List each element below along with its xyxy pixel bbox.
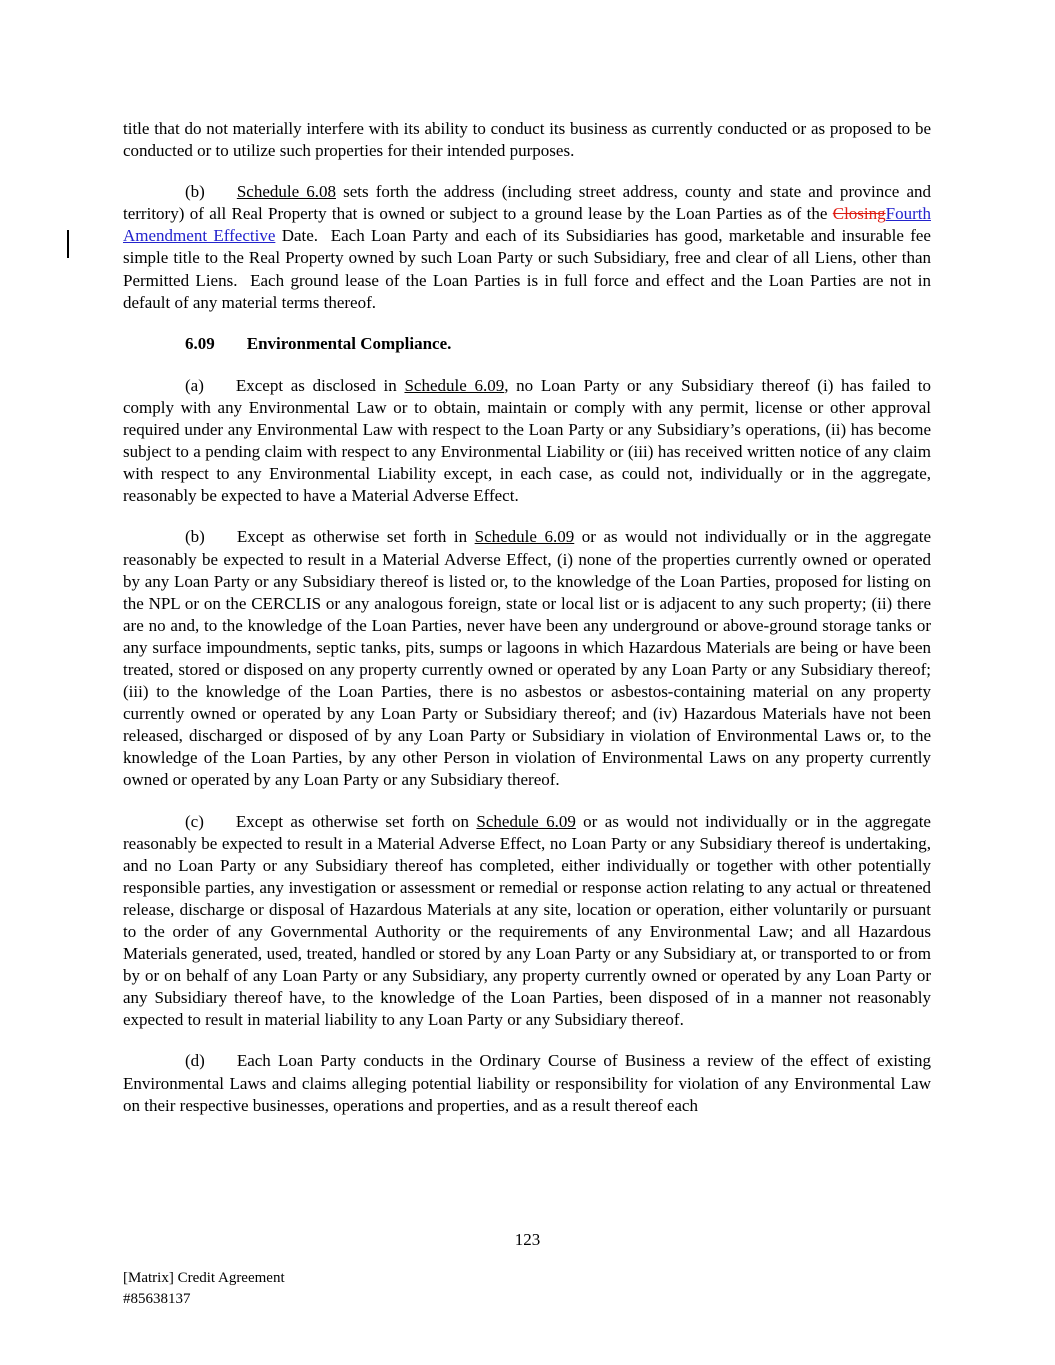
text-run: (b) xyxy=(185,527,205,547)
text-run: (b) xyxy=(185,182,205,202)
text-run: (d) xyxy=(185,1051,205,1071)
text-run: (c) xyxy=(185,811,204,831)
text-run: Except as otherwise set forth on xyxy=(235,811,477,831)
text-run: sets forth the address (including street address, county and state and province and territory) of all Real Property that is owned or subject to a ground lease by the Loan Parties as of the xyxy=(123,182,931,224)
para-continuation-6-08-a xyxy=(123,118,931,162)
para-6-09-a xyxy=(123,375,931,508)
text-run: title that do not materially interfere with its ability to conduct its business as currently conducted or as proposed to be conducted or to utilize such properties for their intended purposes. xyxy=(123,119,931,161)
deleted-text: Closing xyxy=(832,204,886,224)
text-run: , no Loan Party or any Subsidiary thereof (i) has failed to comply with any Environmental Law or to obtain, maintain or comply with any permit, license or other approval required under any Environmental Law with respect to the Loan Party or any Subsidiary’s operations, (ii) has become subject to a pending claim with respect to any Environmental Liability or (iii) has received written notice of any claim with respect to any Environmental Liability except, in each case, as could not, individually or in the aggregate, reasonably be expected to have a Material Adverse Effect. xyxy=(123,375,931,506)
revision-change-bar xyxy=(67,230,69,258)
page-number: 123 xyxy=(514,1230,541,1249)
schedule-reference: Schedule 6.09 xyxy=(474,527,575,547)
text-run: Except as disclosed in xyxy=(235,375,405,395)
text-run: (a) xyxy=(185,375,204,395)
text-run: or as would not individually or in the aggregate reasonably be expected to result in a Material Adverse Effect, (i) none of the properties currently owned or operated by any Loan Party or any Subsidiary thereof is listed or, to the knowledge of the Loan Parties, proposed for listing on the NPL or on the CERCLIS or any analogous foreign, state or local list or is adjacent to any such property; (ii) there are no and, to the knowledge of the Loan Parties, never have been any underground or above-ground storage tanks or any surface impoundments, septic tanks, pits, sumps or lagoons in which Hazardous Materials are being or have been treated, stored or disposed on any property currently owned or operated by any Loan Party or any Subsidiary thereof; (iii) to the knowledge of the Loan Parties, there is no asbestos or asbestos-containing material on any property currently owned or operated by any Loan Party or Subsidiary thereof; and (iv) Hazardous Materials have not been released, discharged or disposed of by any Loan Party or Subsidiary in violation of Environmental Laws or, to the knowledge of the Loan Parties, by any other Person in violation of Environmental Laws on any property currently owned or operated by any Loan Party or any Subsidiary thereof. xyxy=(123,527,931,790)
para-6-09-d xyxy=(123,1050,931,1116)
para-6-09-c xyxy=(123,811,931,1032)
para-6-09-b xyxy=(123,526,931,791)
footer-document-id: #85638137 xyxy=(123,1291,191,1307)
schedule-reference: Schedule 6.09 xyxy=(404,375,505,395)
para-6-08-b xyxy=(123,181,931,314)
text-run: Date. Each Loan Party and each of its Subsidiaries has good, marketable and insurable fee simple title to the Real Property owned by such Loan Party or such Subsidiary, free and clear of all Liens, other than Permitted Liens. Each ground lease of the Loan Parties is in full force and effect and the Loan Parties are not in default of any material terms thereof. xyxy=(123,226,931,312)
document-footer xyxy=(123,1268,285,1310)
text-run: Each Loan Party conducts in the Ordinary Course of Business a review of the effect of existing Environmental Laws and claims alleging potential liability or responsibility for violation of any Environmental Law on their respective businesses, operations and properties, and as a result thereof each xyxy=(123,1051,931,1115)
heading-6-09 xyxy=(123,333,931,355)
inserted-text: Fourth Amendment Effective xyxy=(123,204,931,246)
text-run: or as would not individually or in the aggregate reasonably be expected to result in a Material Adverse Effect, no Loan Party or any Subsidiary thereof is undertaking, and no Loan Party or any Subsidiary thereof has completed, either individually or together with other potentially responsible parties, any investigation or assessment or remedial or response action relating to any actual or threatened release, discharge or disposal of Hazardous Materials at any site, location or operation, either voluntarily or pursuant to the order of any Governmental Authority or the requirements of any Environmental Law; and all Hazardous Materials generated, used, treated, handled or stored by any Loan Party or any Subsidiary at, or transported to or from by or on behalf of any Loan Party or any Subsidiary, any property currently owned or operated by any Loan Party or any Subsidiary thereof have, to the knowledge of the Loan Parties, been disposed of in a manner not reasonably expected to result in material liability to any Loan Party or any Subsidiary thereof. xyxy=(123,811,931,1030)
schedule-reference: Schedule 6.09 xyxy=(476,811,576,831)
text-run: 6.09 xyxy=(185,333,215,353)
footer-document-title: [Matrix] Credit Agreement xyxy=(123,1270,285,1286)
text-run: Except as otherwise set forth in xyxy=(236,527,475,547)
document-text-block xyxy=(123,118,931,1136)
text-run: . xyxy=(447,333,452,353)
schedule-reference: Schedule 6.08 xyxy=(236,182,336,202)
text-run: Environmental Compliance xyxy=(246,333,448,353)
